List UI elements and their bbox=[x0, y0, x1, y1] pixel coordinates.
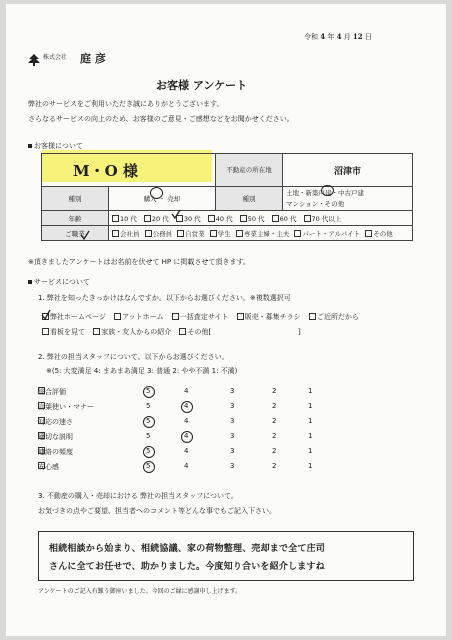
section-service-heading: サービスについて bbox=[28, 278, 90, 287]
rating-score[interactable]: 1 bbox=[308, 447, 313, 455]
rating-row bbox=[38, 462, 418, 474]
rating-selected-circle bbox=[181, 401, 193, 413]
used-house-circle bbox=[321, 185, 334, 196]
rating-row bbox=[38, 387, 418, 399]
rating-row bbox=[38, 417, 418, 429]
company-logo bbox=[28, 51, 40, 70]
rating-label: 適切な説明 bbox=[38, 433, 73, 441]
rating-score[interactable]: 1 bbox=[308, 402, 313, 410]
q1-options-row2: 看板を見て 家族・友人からの紹介 その他[ bbox=[42, 328, 211, 337]
rating-score[interactable]: 4 bbox=[184, 447, 189, 455]
rating-label: 言葉使い・マナー bbox=[38, 403, 94, 411]
privacy-note: ※頂きましたアンケートはお名前を伏せて HP に掲載させて頂きます。 bbox=[28, 258, 250, 266]
age-check-icon bbox=[171, 209, 181, 219]
comment-line-2: さんに全てお任せで、助かりました。今度知り合いを紹介しますね bbox=[49, 562, 325, 572]
intro-line-1: 弊社のサービスをご利用いただき誠にありがとうございます。 bbox=[28, 100, 224, 108]
rating-score[interactable]: 2 bbox=[272, 417, 277, 425]
rating-score[interactable]: 2 bbox=[272, 432, 277, 440]
rating-row bbox=[38, 447, 418, 459]
section-customer-heading: お客様について bbox=[28, 142, 83, 151]
rating-score[interactable]: 4 bbox=[184, 462, 189, 470]
rating-label-wrap bbox=[38, 387, 66, 397]
location-label: 不動産の所在地 bbox=[216, 154, 283, 187]
type2-options-line2: マンション・その他 bbox=[286, 199, 345, 208]
age-label: 年齢 bbox=[42, 211, 109, 226]
comment-box bbox=[38, 531, 414, 581]
q1-text: 1. 弊社を知ったきっかけはなんですか。以下からお選びください。※複数選択可 bbox=[38, 294, 291, 302]
rating-score[interactable]: 3 bbox=[230, 402, 235, 410]
job-options: 会社員 公務員 自営業 学生 専業主婦・主夫 パート・アルバイト その他 bbox=[109, 226, 413, 241]
rating-label-wrap bbox=[38, 432, 73, 442]
q3-sub: お気づきの点やご要望、担当者へのコメント等どんな事でもご記入下さい。 bbox=[38, 507, 276, 515]
rating-selected-circle bbox=[143, 446, 155, 458]
rating-score[interactable]: 1 bbox=[308, 417, 313, 425]
rating-row bbox=[38, 402, 418, 414]
type-sell-circle bbox=[150, 187, 163, 199]
rating-score[interactable]: 5 bbox=[146, 462, 151, 470]
rating-score[interactable]: 5 bbox=[146, 417, 151, 425]
rating-score[interactable]: 3 bbox=[230, 432, 235, 440]
location-value: 沼津市 bbox=[333, 166, 361, 177]
rating-score[interactable]: 3 bbox=[230, 462, 235, 470]
rating-selected-circle bbox=[181, 431, 193, 443]
rating-score[interactable]: 4 bbox=[184, 417, 189, 425]
rating-score[interactable]: 2 bbox=[272, 387, 277, 395]
rating-label: 安心感 bbox=[38, 463, 59, 471]
rating-selected-circle bbox=[143, 386, 155, 398]
rating-score[interactable]: 2 bbox=[272, 402, 277, 410]
q2-text: 2. 弊社の担当スタッフについて。以下からお選びください。 bbox=[38, 353, 229, 361]
rating-score[interactable]: 5 bbox=[146, 402, 151, 410]
type2-options bbox=[283, 187, 413, 211]
company-prefix: 株式会社 bbox=[43, 54, 68, 61]
rating-score[interactable]: 5 bbox=[146, 387, 151, 395]
logo-mark-icon bbox=[28, 54, 40, 66]
q1-options-row1: 弊社ホームページ アットホーム 一括査定サイト 販売・募集チラシ ご近所だから bbox=[42, 313, 359, 322]
rating-label-wrap bbox=[38, 402, 94, 412]
rating-label-wrap bbox=[38, 447, 73, 457]
rating-score[interactable]: 5 bbox=[146, 432, 151, 440]
q1-check-icon bbox=[41, 309, 51, 320]
rating-label: 対応の速さ bbox=[38, 418, 73, 426]
rating-score[interactable]: 4 bbox=[184, 432, 189, 440]
survey-sheet bbox=[6, 4, 446, 636]
rating-score[interactable]: 5 bbox=[146, 447, 151, 455]
page-title: お客様 アンケート bbox=[156, 79, 248, 92]
type-label: 種別 bbox=[42, 187, 109, 211]
rating-selected-circle bbox=[143, 416, 155, 428]
rating-score[interactable]: 3 bbox=[230, 417, 235, 425]
type2-options-line1: 土地・新築戸建・中古戸建 bbox=[286, 188, 364, 197]
rating-label: 連絡の頻度 bbox=[38, 448, 73, 456]
customer-info-table bbox=[41, 153, 413, 241]
footer-thanks: アンケートのご記入有難う御座いました。今回のご縁に感謝申し上げます。 bbox=[38, 588, 242, 595]
rating-score[interactable]: 2 bbox=[272, 462, 277, 470]
rating-score[interactable]: 3 bbox=[230, 387, 235, 395]
q2-scale: ※(5: 大変満足 4: まあまあ満足 3: 普通 2: やや不満 1: 不満) bbox=[46, 367, 238, 375]
name-cell bbox=[42, 154, 216, 187]
rating-score[interactable]: 1 bbox=[308, 387, 313, 395]
rating-label: 総合評価 bbox=[38, 388, 66, 396]
rating-score[interactable]: 2 bbox=[272, 447, 277, 455]
type-options: 購入 ・ 売却 bbox=[109, 187, 216, 211]
job-check-icon bbox=[80, 230, 90, 240]
location-value-cell bbox=[283, 154, 413, 187]
q1-bracket-close: ] bbox=[298, 328, 301, 336]
age-options: 10 代 20 代 30 代 40 代 50 代 60 代 70 代以上 bbox=[109, 211, 413, 226]
rating-score[interactable]: 4 bbox=[184, 402, 189, 410]
customer-name: M・O 様 bbox=[73, 161, 138, 180]
comment-line-1: 相続相談から始まり、相続協議、家の荷物整理、売却まで全て庄司 bbox=[49, 544, 326, 554]
rating-label-wrap bbox=[38, 462, 59, 472]
rating-score[interactable]: 1 bbox=[308, 462, 313, 470]
date-line: 令和 4 年 4 月 12 日 bbox=[304, 32, 372, 41]
rating-selected-circle bbox=[143, 461, 155, 473]
intro-line-2: さらなるサービスの向上のため、お客様のご意見・ご感想などをお聞かせください。 bbox=[28, 115, 294, 123]
rating-score[interactable]: 3 bbox=[230, 447, 235, 455]
q3-text: 3. 不動産の購入・売却における 弊社の担当スタッフについて。 bbox=[38, 492, 238, 500]
company-name: 庭 彦 bbox=[80, 52, 106, 65]
rating-score[interactable]: 1 bbox=[308, 432, 313, 440]
rating-score[interactable]: 4 bbox=[184, 387, 189, 395]
rating-row bbox=[38, 432, 418, 444]
rating-label-wrap bbox=[38, 417, 73, 427]
type2-label: 種別 bbox=[216, 187, 283, 211]
job-label: ご職業 bbox=[42, 226, 109, 241]
